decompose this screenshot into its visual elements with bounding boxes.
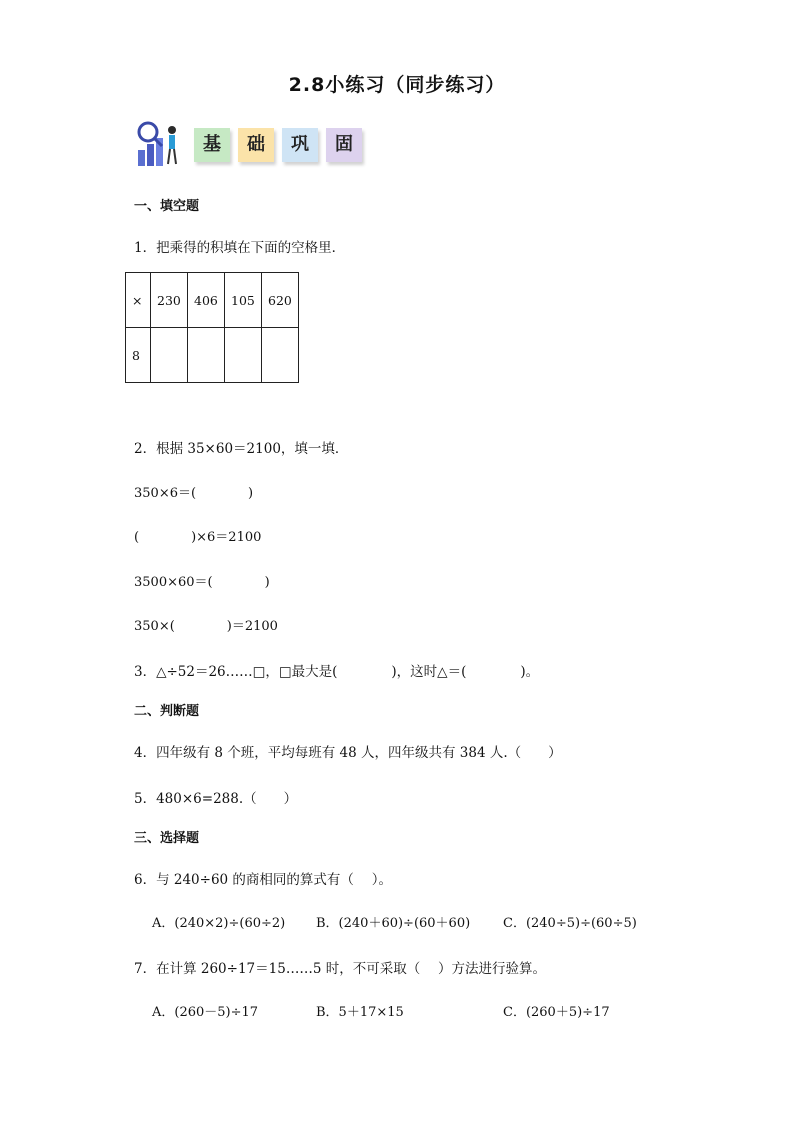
banner-tile-2: [238, 128, 274, 162]
question-2-line-1: 350×6＝( ): [134, 486, 254, 501]
question-2-line-3: 3500×60＝( ): [134, 575, 270, 590]
question-6: 6．与 240÷60 的商相同的算式有（ ）。: [134, 872, 392, 888]
multiplication-table: [125, 272, 299, 383]
banner-char: 基: [203, 134, 221, 155]
banner-char: 础: [247, 134, 265, 155]
table-cell: 105: [225, 273, 262, 328]
answer-cell[interactable]: [225, 328, 262, 383]
question-6-option-b[interactable]: B．(240＋60)÷(60＋60): [316, 916, 471, 931]
answer-cell[interactable]: [188, 328, 225, 383]
question-7-option-c[interactable]: C．(260＋5)÷17: [503, 1005, 610, 1020]
magnifier-chart-icon: [132, 120, 190, 170]
banner-tile-4: [326, 128, 362, 162]
banner-char: 巩: [291, 134, 309, 155]
question-5: 5．480×6=288.（ ）: [134, 791, 298, 807]
question-6-option-c[interactable]: C．(240÷5)÷(60÷5): [503, 916, 637, 931]
page-title: 2.8小练习（同步练习）: [288, 74, 506, 96]
question-6-option-a[interactable]: A．(240×2)÷(60÷2): [152, 916, 286, 931]
section-heading-fill-blank: 一、填空题: [134, 199, 200, 214]
answer-cell[interactable]: [151, 328, 188, 383]
section-heading-judgement: 二、判断题: [134, 704, 200, 719]
question-2-line-2: ( )×6＝2100: [134, 530, 262, 545]
question-3: 3．△÷52＝26……□，□最大是( )，这时△＝( )。: [134, 664, 540, 680]
banner-char: 固: [335, 134, 353, 155]
section-heading-choice: 三、选择题: [134, 831, 200, 846]
answer-cell[interactable]: [262, 328, 299, 383]
question-2: 2．根据 35×60＝2100，填一填．: [134, 441, 349, 457]
table-cell: ×: [126, 273, 151, 328]
table-cell: 620: [262, 273, 299, 328]
table-header-row: [126, 273, 299, 328]
table-cell: 8: [126, 328, 151, 383]
table-cell: 230: [151, 273, 188, 328]
question-7-option-b[interactable]: B．5＋17×15: [316, 1005, 404, 1020]
banner-tile-1: [194, 128, 230, 162]
question-7-option-a[interactable]: A．(260－5)÷17: [152, 1005, 259, 1020]
table-answer-row: [126, 328, 299, 383]
section-banner: [132, 120, 372, 170]
question-7: 7．在计算 260÷17＝15……5 时，不可采取（ ）方法进行验算。: [134, 961, 546, 977]
question-4: 4．四年级有 8 个班，平均每班有 48 人，四年级共有 384 人.（ ）: [134, 745, 562, 761]
question-2-line-4: 350×( )＝2100: [134, 619, 278, 634]
table-cell: 406: [188, 273, 225, 328]
question-1: 1．把乘得的积填在下面的空格里．: [134, 240, 346, 256]
banner-tile-3: [282, 128, 318, 162]
